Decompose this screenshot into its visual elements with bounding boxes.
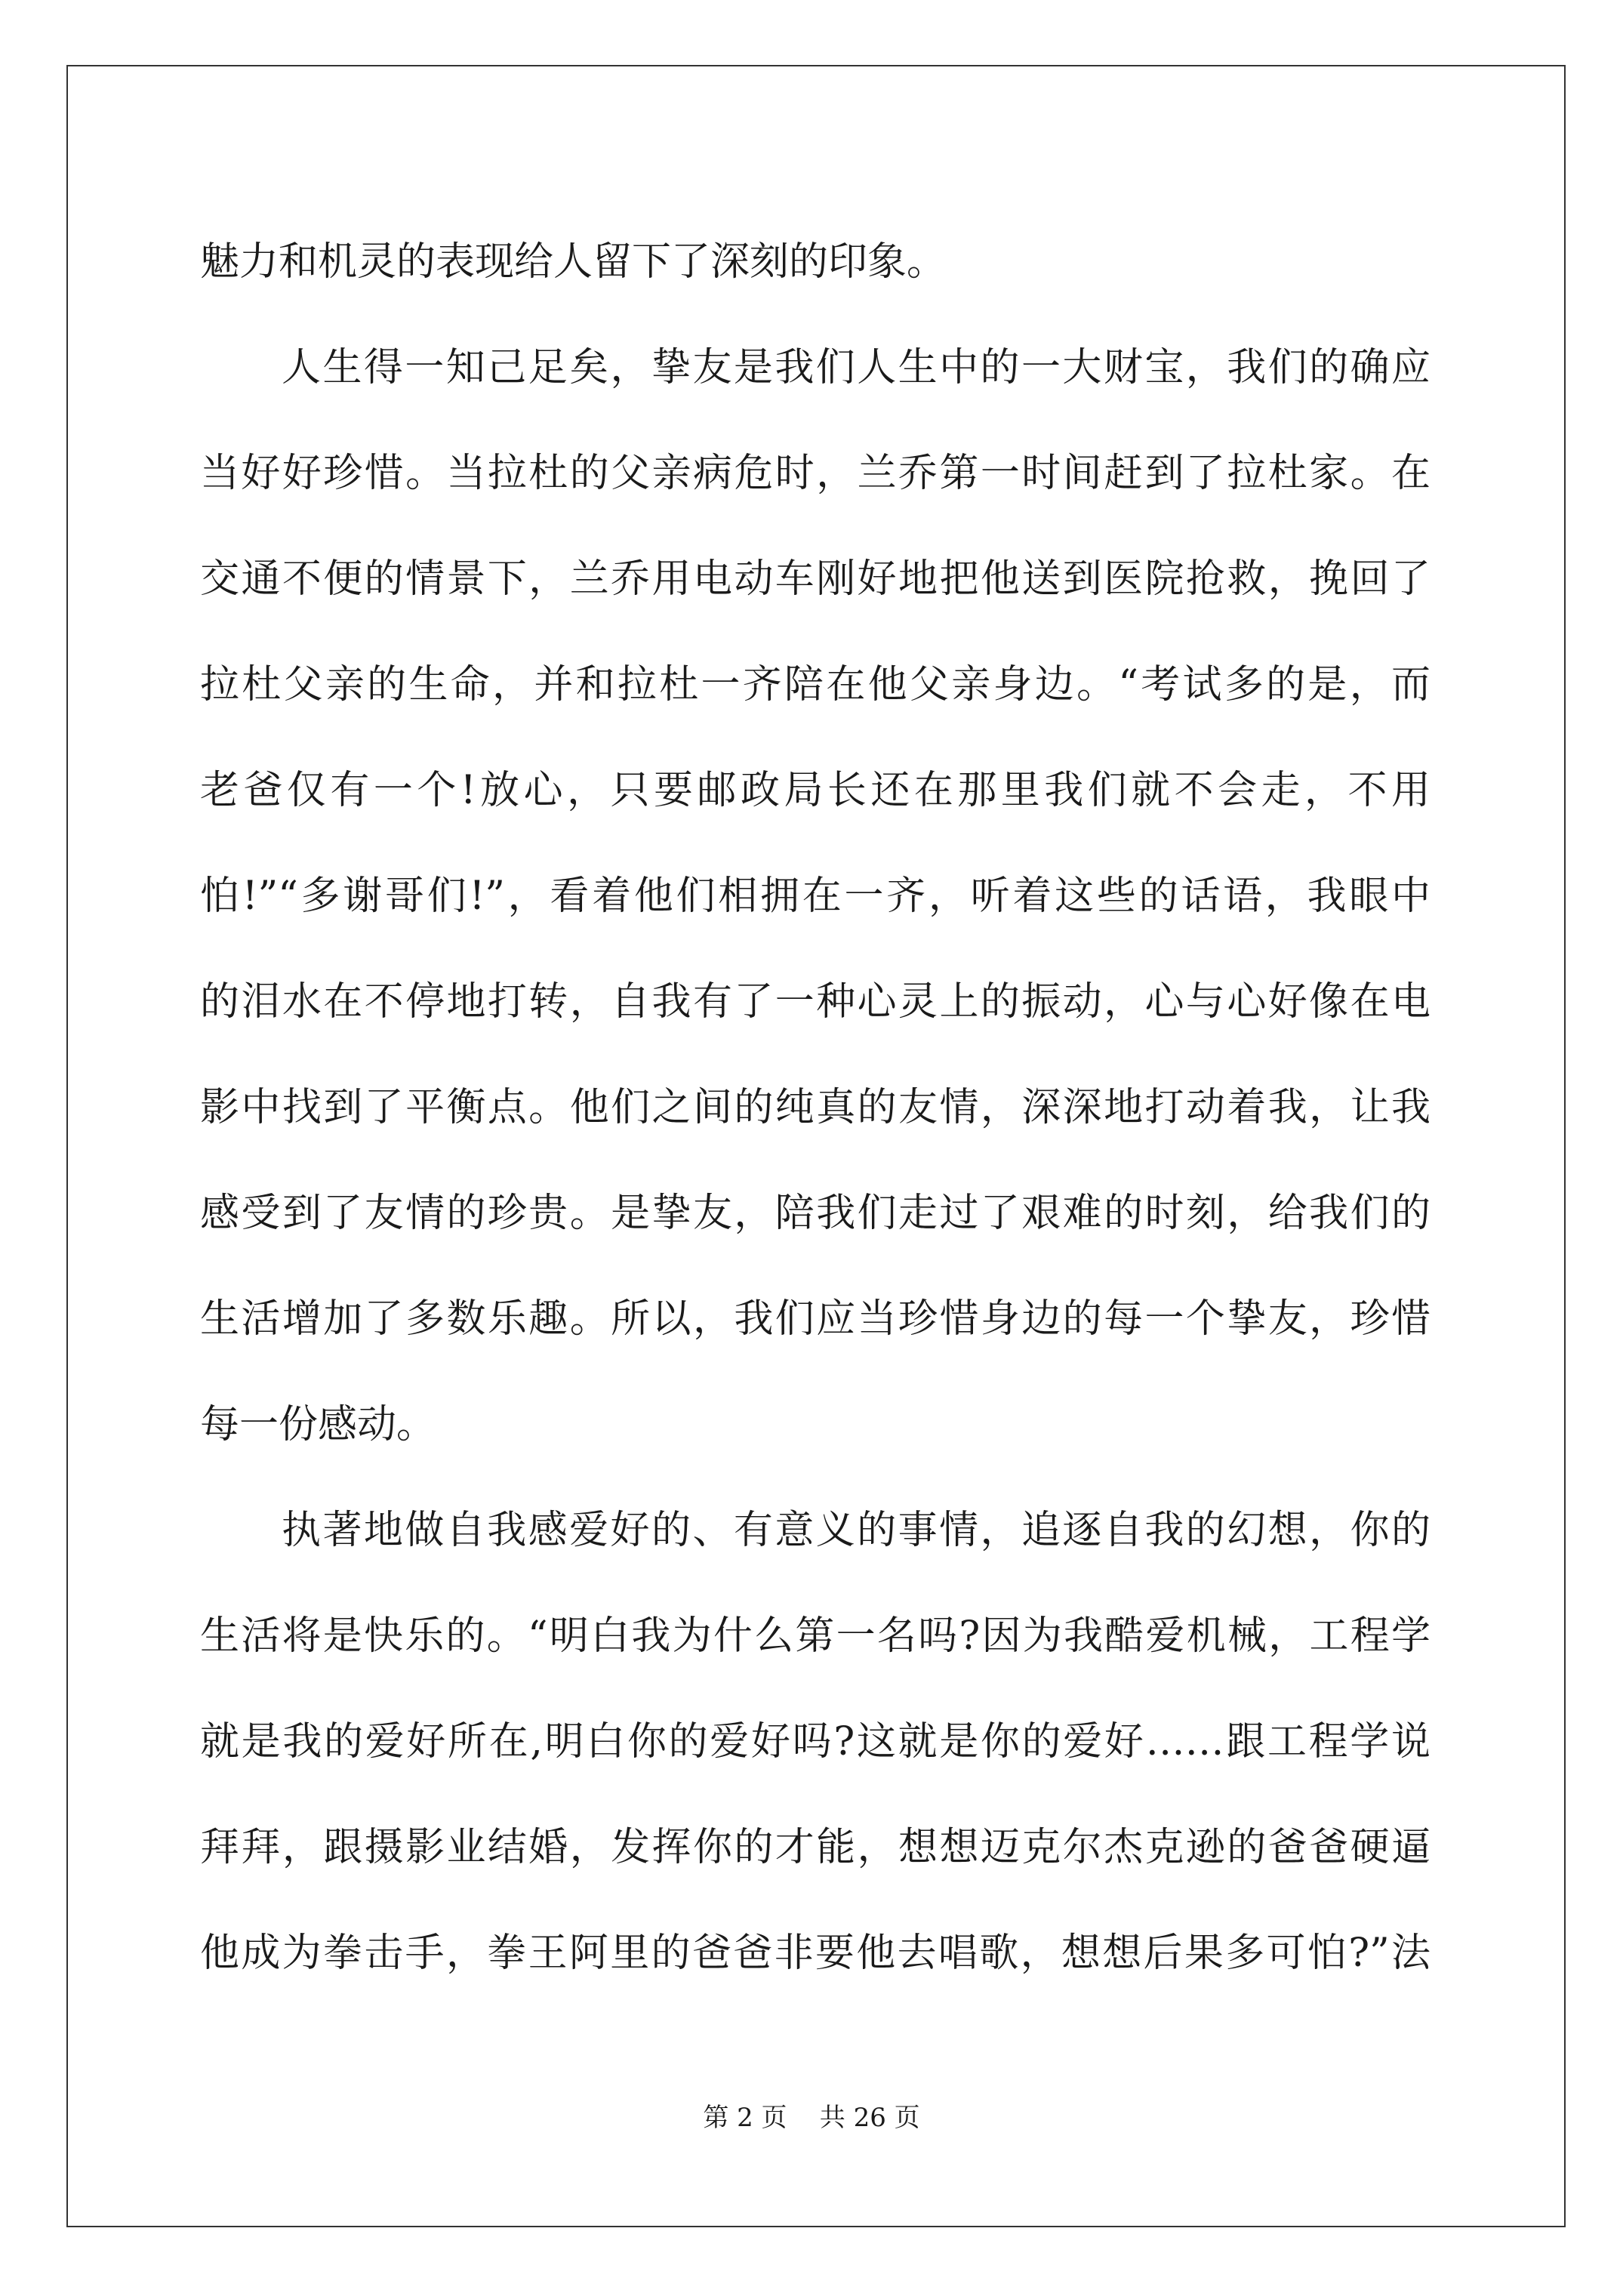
- paragraph-line: 生活将是快乐的。“明白我为什么第一名吗?因为我酷爱机械，工程学: [200, 1613, 1431, 1659]
- paragraph-line: 交通不便的情景下，兰乔用电动车刚好地把他送到医院抢救，挽回了: [200, 556, 1431, 602]
- paragraph-line: 执著地做自我感爱好的、有意义的事情，追逐自我的幻想，你的: [282, 1508, 1431, 1553]
- paragraph-line: 生活增加了多数乐趣。所以，我们应当珍惜身边的每一个挚友，珍惜: [200, 1296, 1431, 1342]
- page-number: 第 2 页: [703, 2103, 787, 2133]
- paragraph-line: 的泪水在不停地打转，自我有了一种心灵上的振动，心与心好像在电: [200, 979, 1431, 1025]
- paragraph-line: 他成为拳击手，拳王阿里的爸爸非要他去唱歌，想想后果多可怕?”法: [200, 1931, 1431, 1976]
- paragraph-line: 拉杜父亲的生命，并和拉杜一齐陪在他父亲身边。“考试多的是，而: [200, 662, 1431, 707]
- paragraph-line: 怕!”“多谢哥们!”，看着他们相拥在一齐，听着这些的话语，我眼中: [200, 874, 1431, 919]
- paragraph-line: 影中找到了平衡点。他们之间的纯真的友情，深深地打动着我，让我: [200, 1085, 1431, 1130]
- document-body: [200, 209, 1431, 2006]
- paragraph-line: 就是我的爱好所在,明白你的爱好吗?这就是你的爱好……跟工程学说: [200, 1719, 1431, 1764]
- paragraph-line: 感受到了友情的珍贵。是挚友，陪我们走过了艰难的时刻，给我们的: [200, 1191, 1431, 1236]
- paragraph-line: 当好好珍惜。当拉杜的父亲病危时，兰乔第一时间赶到了拉杜家。在: [200, 451, 1431, 496]
- page-total: 共 26 页: [819, 2103, 920, 2133]
- paragraph-line: 拜拜，跟摄影业结婚，发挥你的才能，想想迈克尔杰克逊的爸爸硬逼: [200, 1825, 1431, 1870]
- paragraph-line: 每一份感动。: [200, 1402, 436, 1447]
- paragraph-line: 人生得一知己足矣，挚友是我们人生中的一大财宝，我们的确应: [282, 345, 1431, 390]
- paragraph-line: 老爸仅有一个!放心，只要邮政局长还在那里我们就不会走，不用: [200, 768, 1431, 813]
- paragraph-line: 魅力和机灵的表现给人留下了深刻的印象。: [200, 239, 947, 285]
- page-footer: [0, 2099, 1623, 2137]
